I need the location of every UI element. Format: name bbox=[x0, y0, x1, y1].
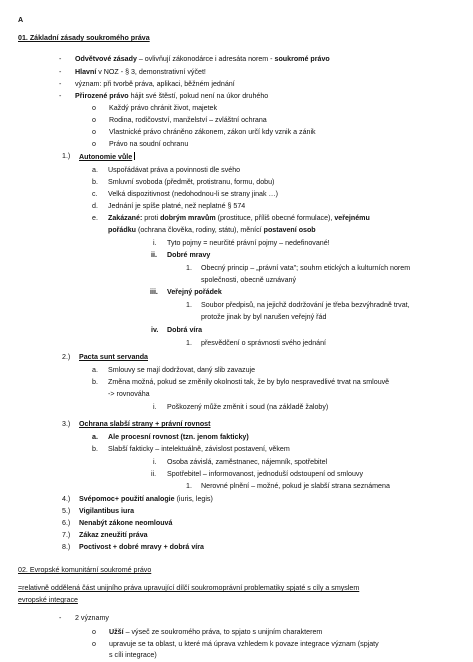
list-item: 1. přesvědčení o správnosti svého jednání bbox=[186, 339, 327, 347]
list-item: 4.) Svépomoc+ použití analogie (iuris, legis) bbox=[62, 495, 213, 503]
list-item: 5.) Vigilantibus iura bbox=[62, 507, 135, 515]
list-item: o Vlastnické právo chráněno zákonem, zákon určí kdy vznik a zánik bbox=[92, 128, 316, 136]
list-item: o upravuje se ta oblast, u které má úprava vzhledem k povaze integrace význam (spjaty bbox=[92, 640, 379, 648]
list-item: 1. Obecný princip – „právní vata"; souhrn etických a kulturních norem bbox=[186, 264, 411, 272]
list-item: i. Poškozený může změnit i soud (na základě žaloby) bbox=[153, 403, 329, 411]
dash-marker: - bbox=[59, 92, 62, 100]
list-item: 1. Nerovné plnění – možné, pokud je slabší strana seznámena bbox=[186, 482, 390, 490]
list-item: o Právo na soudní ochranu bbox=[92, 140, 189, 148]
list-item-continuation: -> rovnováha bbox=[108, 390, 150, 398]
list-item-continuation: pořádku (ochrana člověka, rodiny, státu), měnící postavení osob bbox=[108, 226, 316, 234]
principle-title: Pacta sunt servanda bbox=[79, 353, 148, 361]
list-item-continuation: s cíli integrace) bbox=[109, 651, 157, 659]
dash-marker: - bbox=[59, 68, 62, 76]
list-item: - 2 významy bbox=[59, 614, 109, 622]
list-item: o Užší – výseč ze soukromého práva, to spjato s unijním charakterem bbox=[92, 628, 323, 636]
section1-title: 01. Základní zásady soukromého práva bbox=[18, 34, 150, 42]
list-item: o Každý právo chránit život, majetek bbox=[92, 104, 218, 112]
principle-title: Autonomie vůle bbox=[79, 152, 135, 162]
circle-bullet-icon: o bbox=[92, 140, 96, 148]
circle-bullet-icon: o bbox=[92, 104, 96, 112]
section2-definition-cont: evropské integrace bbox=[18, 596, 78, 604]
heading-letter: A bbox=[18, 16, 24, 24]
dash-marker: - bbox=[59, 80, 62, 88]
list-item: ii. Dobré mravy bbox=[151, 251, 211, 259]
dash-marker: - bbox=[59, 55, 62, 63]
list-item: d. Jednání je spíše platné, než neplatné § 574 bbox=[92, 202, 246, 210]
principle-title: Ochrana slabší strany + právní rovnost bbox=[79, 420, 211, 428]
list-item: c. Velká dispozitivnost (nedohodnou-li se strany jinak …) bbox=[92, 190, 278, 198]
list-item: i. Tyto pojmy = neurčité právní pojmy – nedefinované! bbox=[153, 239, 330, 247]
circle-bullet-icon: o bbox=[92, 640, 96, 648]
list-item-continuation: společnosti, obecně uznávaný bbox=[201, 276, 297, 284]
dash-marker: - bbox=[59, 614, 62, 622]
list-item: ii. Spotřebitel – informovanost, jednoduší odstoupení od smlouvy bbox=[151, 470, 363, 478]
list-item: b. Změna možná, pokud se změnily okolnosti tak, že by bylo nespravedlivé trvat na smlouvě bbox=[92, 378, 390, 386]
list-item: - význam: při tvorbě práva, aplikaci, běžném jednání bbox=[59, 80, 235, 88]
list-item: o Rodina, rodičovství, manželství – zvláštní ochrana bbox=[92, 116, 267, 124]
circle-bullet-icon: o bbox=[92, 628, 96, 636]
circle-bullet-icon: o bbox=[92, 116, 96, 124]
list-item: 8.) Poctivost + dobré mravy + dobrá víra bbox=[62, 543, 204, 551]
list-item: 6.) Nenabýt zákone neomlouvá bbox=[62, 519, 173, 527]
principle-number: 1.) bbox=[62, 152, 71, 160]
list-item: 7.) Zákaz zneužití práva bbox=[62, 531, 148, 539]
list-item: 1. Soubor předpisů, na jejichž dodržování je třeba bezvýhradně trvat, bbox=[186, 301, 410, 309]
circle-bullet-icon: o bbox=[92, 128, 96, 136]
list-item: a. Smlouvy se mají dodržovat, daný slib zavazuje bbox=[92, 366, 256, 374]
section2-definition: =relativně oddělená část unijního práva upravující dílčí soukromoprávní problematiky spjaté s cíly a smyslem bbox=[18, 584, 360, 592]
text-cursor bbox=[134, 152, 135, 160]
list-item-continuation: protože jinak by byl narušen veřejný řád bbox=[201, 313, 327, 321]
list-item: iv. Dobrá víra bbox=[151, 326, 203, 334]
list-item: a. Ale procesní rovnost (tzn. jenom fakticky) bbox=[92, 433, 249, 441]
list-item: e. Zakázané: proti dobrým mravům (prostituce, příliš obecné formulace), veřejnému bbox=[92, 214, 370, 222]
list-item: i. Osoba závislá, zaměstnanec, nájemník, spotřebitel bbox=[153, 458, 328, 466]
principle-number: 2.) bbox=[62, 353, 71, 361]
section2-title: 02. Evropské komunitární soukromé právo bbox=[18, 566, 152, 574]
list-item: b. Slabší fakticky – intelektuálně, závislost postavení, věkem bbox=[92, 445, 290, 453]
list-item: a. Uspořádávat práva a povinnosti dle svého bbox=[92, 166, 241, 174]
list-item: b. Smluvní svoboda (předmět, protistranu, formu, dobu) bbox=[92, 178, 275, 186]
list-item: - Hlavní v NOZ - § 3, demonstrativní výčet! bbox=[59, 68, 206, 76]
principle-number: 3.) bbox=[62, 420, 71, 428]
list-item: - Přirozené právo hájit své štěstí, pokud není na úkor druhého bbox=[59, 92, 269, 100]
list-item: iii. Veřejný pořádek bbox=[150, 288, 222, 296]
list-item: - Odvětvové zásady – ovlivňují zákonodárce i adresáta norem - soukromé právo bbox=[59, 55, 330, 63]
